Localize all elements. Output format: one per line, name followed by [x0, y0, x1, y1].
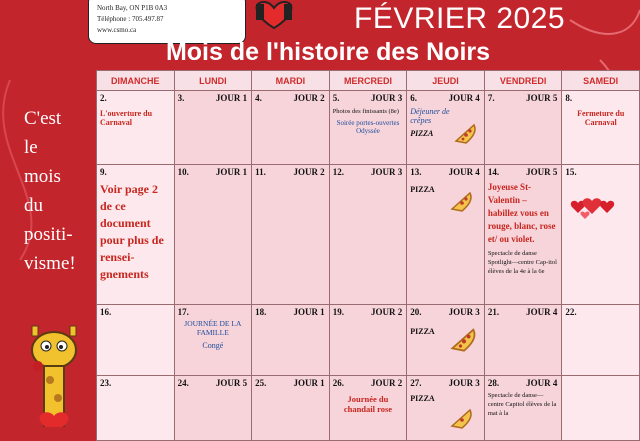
school-day: JOUR 1 — [215, 167, 248, 177]
day-number: 12. — [332, 167, 344, 177]
day-number: 26. — [332, 378, 344, 388]
event-text: Photos des finissants (8e) — [332, 108, 399, 115]
day-cell — [252, 376, 330, 441]
school-day: JOUR 2 — [371, 378, 403, 388]
pizza-icon — [450, 325, 478, 353]
day-cell — [97, 376, 175, 441]
header-thursday: JEUDI — [407, 71, 485, 91]
address-line: North Bay, ON P1B 0A3 — [97, 4, 168, 12]
school-day: JOUR 2 — [293, 167, 325, 177]
event-text: Fermeture du Carnaval — [577, 109, 625, 127]
event-text: Joyeuse St-Valentin – habillez vous en rouge, blanc, rose et/ ou violet. — [487, 182, 556, 244]
day-cell — [252, 91, 330, 165]
slogan-line: visme! — [24, 253, 76, 274]
school-day: JOUR 3 — [371, 167, 403, 177]
day-cell — [562, 91, 640, 165]
event-text: Déjeuner de crêpes — [410, 107, 450, 125]
event-text: PIZZA — [410, 327, 435, 336]
header-monday: LUNDI — [174, 71, 252, 91]
side-slogan — [24, 104, 94, 278]
slogan-line: mois — [24, 166, 61, 187]
pizza-icon — [450, 189, 474, 213]
day-number: 5. — [332, 93, 340, 103]
school-day: JOUR 4 — [448, 167, 480, 177]
school-day: JOUR 5 — [215, 378, 248, 388]
day-number: 2. — [100, 93, 107, 103]
month-heading: FÉVRIER 2025 — [354, 2, 566, 35]
heart-mascot-icon — [250, 0, 298, 30]
day-number: 20. — [410, 307, 422, 317]
school-day: JOUR 3 — [448, 378, 480, 388]
february-calendar — [96, 70, 640, 441]
day-cell — [174, 376, 252, 441]
event-text: PIZZA — [410, 394, 435, 403]
school-day: JOUR 5 — [526, 93, 558, 103]
address-line: www.csmo.ca — [97, 26, 137, 34]
day-cell — [562, 305, 640, 376]
school-day: JOUR 4 — [526, 378, 558, 388]
day-cell — [329, 376, 407, 441]
slogan-line: positi- — [24, 224, 73, 245]
day-number: 16. — [100, 307, 112, 317]
day-cell — [484, 165, 562, 305]
page-title: Mois de l'histoire des Noirs — [165, 38, 491, 66]
day-cell — [252, 165, 330, 305]
day-cell — [329, 91, 407, 165]
day-number: 22. — [565, 307, 577, 317]
day-number: 15. — [565, 167, 577, 177]
school-day: JOUR 2 — [371, 307, 403, 317]
hearts-icon — [570, 193, 616, 219]
event-text: L'ouverture du Carnaval — [100, 109, 153, 127]
day-cell — [407, 165, 485, 305]
day-number: 19. — [332, 307, 344, 317]
slogan-line: C'est — [24, 108, 62, 129]
event-text: Soirée portes-ouvertes Odyssée — [336, 119, 400, 135]
school-day: JOUR 1 — [293, 307, 325, 317]
day-cell — [97, 91, 175, 165]
day-cell — [329, 305, 407, 376]
header-sunday: DIMANCHE — [97, 71, 175, 91]
school-day: JOUR 3 — [371, 93, 403, 103]
day-number: 21. — [487, 307, 500, 317]
event-text: Voir page 2 de ce document pour plus de rensei- gnements — [100, 182, 164, 281]
event-text: Journée du chandail rose — [343, 394, 393, 414]
day-cell — [407, 376, 485, 441]
day-number: 8. — [565, 93, 573, 103]
day-cell — [174, 305, 252, 376]
day-number: 25. — [255, 378, 267, 388]
school-day: JOUR 3 — [448, 307, 480, 317]
header-wednesday: MERCREDI — [329, 71, 407, 91]
day-cell — [484, 91, 562, 165]
day-number: 13. — [410, 167, 422, 177]
day-cell — [252, 305, 330, 376]
day-number: 4. — [255, 93, 262, 103]
header-tuesday: MARDI — [252, 71, 330, 91]
slogan-line: le — [24, 137, 38, 158]
school-day: JOUR 2 — [293, 93, 325, 103]
day-cell — [174, 91, 252, 165]
day-cell — [97, 165, 175, 305]
day-cell — [407, 305, 485, 376]
day-number: 23. — [100, 378, 112, 388]
school-day: JOUR 1 — [215, 93, 248, 103]
event-text: Spectacle de danse—centre Capitol élèves de la mat à la — [487, 392, 557, 417]
day-cell — [174, 165, 252, 305]
day-number: 9. — [100, 167, 107, 177]
day-number: 18. — [255, 307, 267, 317]
header-saturday: SAMEDI — [562, 71, 640, 91]
day-number: 27. — [410, 378, 422, 388]
pizza-icon — [450, 406, 474, 430]
header-friday: VENDREDI — [484, 71, 562, 91]
pizza-icon — [454, 121, 478, 145]
school-day: JOUR 4 — [526, 307, 558, 317]
school-day: JOUR 1 — [293, 378, 325, 388]
giraffe-mascot-icon — [18, 320, 88, 427]
event-text: Congé — [202, 341, 224, 350]
day-number: 10. — [177, 167, 189, 177]
day-number: 24. — [177, 378, 189, 388]
day-cell — [407, 91, 485, 165]
school-day: JOUR 5 — [526, 167, 558, 177]
event-text: Spectacle de danse Spotlight—centre Cap-itol élèves de la 4e à la 6e — [487, 250, 557, 275]
day-cell — [484, 376, 562, 441]
event-text: JOURNÉE DE LA FAMILLE — [184, 319, 242, 337]
day-cell — [329, 165, 407, 305]
day-number: 14. — [487, 167, 500, 177]
event-text: PIZZA — [410, 185, 435, 194]
day-number: 17. — [177, 307, 189, 317]
day-number: 7. — [487, 93, 495, 103]
day-cell — [562, 376, 640, 441]
day-cell — [562, 165, 640, 305]
day-number: 11. — [255, 167, 266, 177]
slogan-line: du — [24, 195, 43, 216]
address-line: Téléphone : 705.497.87 — [97, 15, 164, 23]
day-cell — [97, 305, 175, 376]
day-cell — [484, 305, 562, 376]
school-day: JOUR 4 — [448, 93, 480, 103]
day-number: 28. — [487, 378, 500, 388]
event-text: PIZZA — [410, 129, 434, 138]
day-number: 3. — [177, 93, 185, 103]
day-number: 6. — [410, 93, 417, 103]
